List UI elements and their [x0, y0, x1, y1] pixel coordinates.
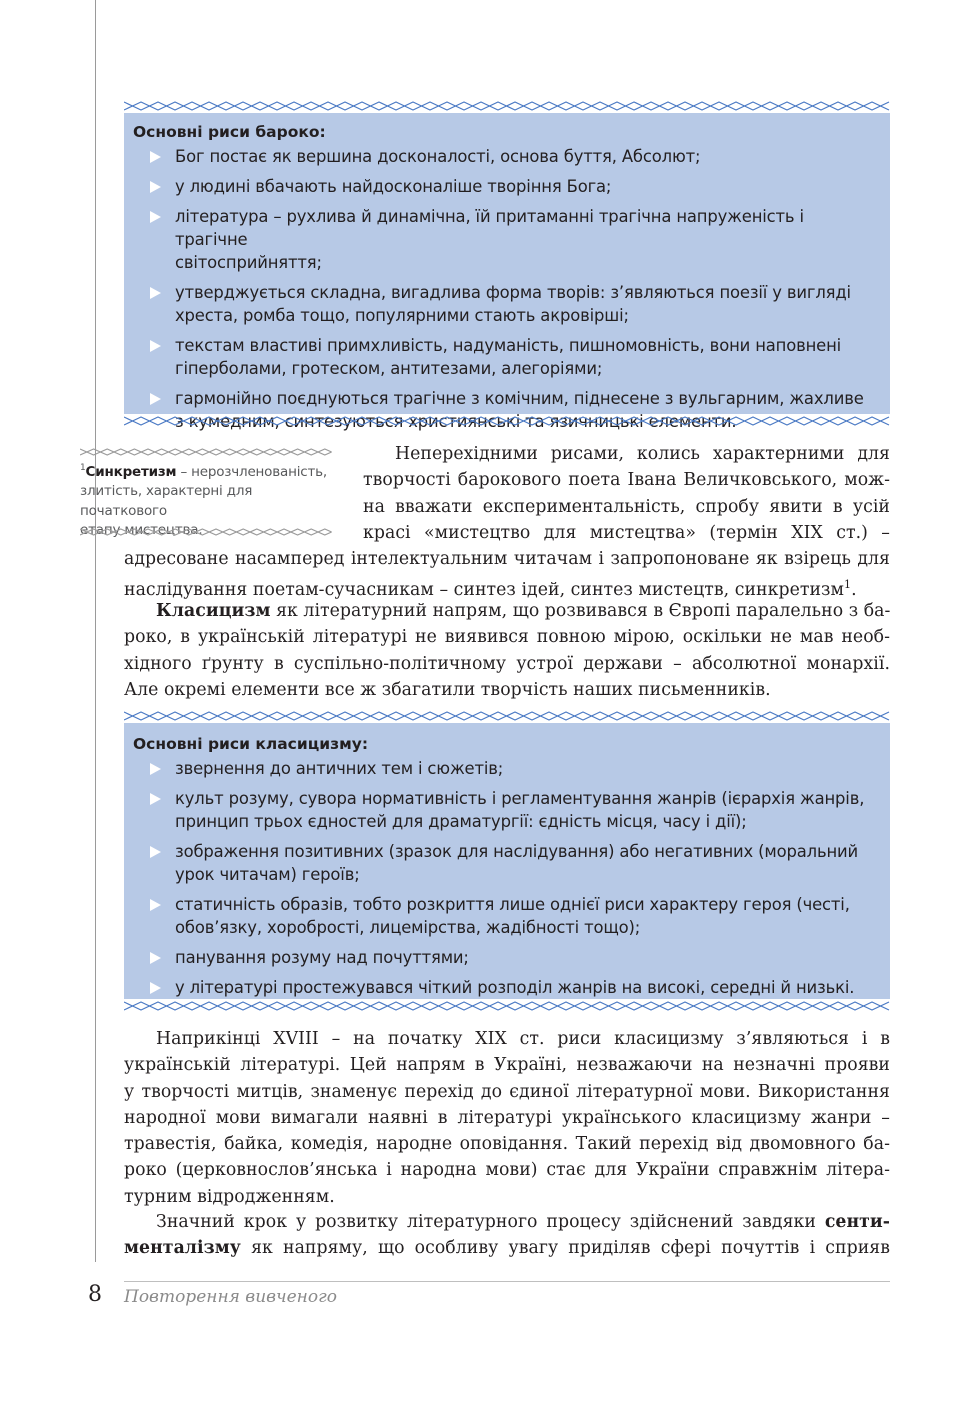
feature-text: з кумедним, синтезуються християнські та язичницькі елементи. — [175, 412, 737, 431]
text-line: у творчості митців, знаменує перехід до єдиної літературної мови. Використання — [124, 1081, 890, 1102]
paragraph-classicism — [124, 598, 890, 703]
text-line — [124, 598, 890, 624]
triangle-bullet-icon — [150, 899, 161, 911]
text-line: Неперехідними рисами, колись характерними для — [395, 444, 890, 464]
box-title: Основні риси бароко: — [133, 123, 326, 141]
paragraph-sentimentalism — [124, 1209, 890, 1262]
footnote-term: Синкретизм — [85, 463, 177, 480]
feature-text: статичність образів, тобто розкриття лише однієї риси характеру героя (честі, — [175, 895, 850, 914]
feature-text: література – рухлива й динамічна, їй притаманні трагічна напруженість і трагічне — [175, 207, 804, 249]
text-line: хідного ґрунту в суспільно-політичному устрої держави – абсолютної монархії. — [124, 653, 890, 674]
feature-item — [133, 976, 880, 999]
feature-text: у людині вбачають найдосконаліше творіння Бога; — [175, 177, 612, 196]
feature-item — [133, 334, 880, 380]
text-line: творчості барокового поета Івана Величковського, мож- — [363, 470, 890, 491]
text-line: роко (церковнослов’янська і народна мови) стає для України справжнім літера- — [124, 1160, 890, 1181]
footnote-ornament-bottom — [80, 528, 338, 536]
feature-item — [133, 893, 880, 939]
feature-text: урок читачам) героїв; — [175, 865, 360, 884]
term-sentimentalism: сенти- — [824, 1212, 890, 1232]
feature-text: світосприйняття; — [175, 253, 322, 272]
zigzag-line — [124, 106, 889, 110]
footnote-ref: 1 — [844, 578, 852, 592]
ornament-border-bottom — [124, 1001, 890, 1011]
feature-text: культ розуму, сувора нормативність і регламентування жанрів (ієрархія жанрів, — [175, 789, 865, 808]
text-span: як напряму, що особливу увагу приділяв сфері почуттів і сприяв — [240, 1238, 890, 1259]
zigzag-line — [80, 532, 332, 535]
feature-text: панування розуму над почуттями; — [175, 948, 469, 967]
triangle-bullet-icon — [150, 846, 161, 858]
triangle-bullet-icon — [150, 211, 161, 223]
triangle-bullet-icon — [150, 151, 161, 163]
triangle-bullet-icon — [150, 340, 161, 352]
feature-list — [133, 757, 880, 999]
feature-text: зображення позитивних (зразок для наслідування) або негативних (моральний — [175, 842, 859, 861]
feature-text: гіперболами, гротеском, антитезами, алегоріями; — [175, 359, 603, 378]
footnote-text: етапу мистецтва. — [80, 522, 203, 538]
text-span: як літературний напрям, що розвивався в Європі паралельно з ба- — [270, 601, 891, 621]
feature-text: хреста, ромба тощо, популярними стають акровірші; — [175, 306, 629, 325]
zigzag-line — [124, 1006, 889, 1010]
page-number: 8 — [88, 1282, 102, 1307]
feature-item — [133, 145, 880, 168]
footnote-mark: 1 — [80, 463, 86, 473]
feature-text: обов’язку, хоробрості, лицемірства, жадібності тощо); — [175, 918, 641, 937]
feature-text: принцип трьох єдностей для драматургії: єдність місця, часу і дії); — [175, 812, 747, 831]
feature-text: текстам властиві примхливість, надуманість, пишномовність, вони наповнені — [175, 336, 842, 355]
text-line — [124, 1209, 890, 1235]
text-line: роко, в українській літературі не виявився повною мірою, оскільки не мав необ- — [124, 627, 890, 648]
feature-item — [133, 175, 880, 198]
text-line — [124, 1235, 890, 1261]
feature-item — [133, 787, 880, 833]
ornament-border-bottom — [124, 416, 890, 426]
margin-rule — [95, 0, 96, 1262]
classicism-features-box — [124, 723, 890, 999]
text-line — [124, 572, 890, 601]
feature-text: звернення до античних тем і сюжетів; — [175, 759, 504, 778]
zigzag-line — [80, 452, 332, 455]
footnote-text: – нерозчленованість, — [176, 463, 327, 480]
text-span: . — [851, 580, 857, 601]
ornament-border-top — [124, 711, 890, 721]
footnote-ornament-top — [80, 448, 338, 456]
baroque-features-box — [124, 113, 890, 431]
triangle-bullet-icon — [150, 181, 161, 193]
feature-text: гармонійно поєднуються трагічне з комічним, піднесене з вульгарним, жахливе — [175, 389, 864, 408]
running-title: Повторення вивченого — [124, 1287, 337, 1307]
feature-item — [133, 840, 880, 886]
feature-text: утверджується складна, вигадлива форма творів: з’являються поезії у вигляді — [175, 283, 851, 302]
text-line: красі «мистецтво для мистецтва» (термін XIX ст.) – — [363, 522, 890, 543]
triangle-bullet-icon — [150, 793, 161, 805]
footnote-text: злитість, характерні для початкового — [80, 483, 253, 519]
triangle-bullet-icon — [150, 982, 161, 994]
term-sentimentalism: менталізму — [124, 1238, 241, 1259]
triangle-bullet-icon — [150, 393, 161, 405]
zigzag-line — [80, 529, 332, 532]
text-line: адресоване насамперед інтелектуальним читачам і запропоноване як взірець для — [124, 549, 890, 569]
text-line: українській літературі. Цей напрям в Україні, незважаючи на незначні прояви — [124, 1055, 890, 1076]
zigzag-line — [80, 449, 332, 452]
text-span: Значний крок у розвитку літературного процесу здійснений завдяки — [156, 1212, 825, 1232]
paragraph-baroque-poet — [363, 441, 890, 546]
paragraph-baroque-poet-cont — [124, 546, 890, 599]
paragraph-late-classicism — [124, 1026, 890, 1210]
feature-item — [133, 757, 880, 780]
feature-item — [133, 205, 880, 274]
zigzag-line — [124, 716, 889, 720]
feature-text: у літературі простежувався чіткий розподіл жанрів на високі, середні й низькі. — [175, 978, 855, 997]
triangle-bullet-icon — [150, 287, 161, 299]
text-line: Але окремі елементи все ж збагатили творчість наших письменників. — [124, 679, 771, 700]
text-line: Наприкінці XVIII – на початку XIX ст. риси класицизму з’являються і в — [156, 1029, 890, 1049]
text-line: на вважати експериментальність, спробу явити в усій — [363, 496, 890, 517]
footer-rule — [124, 1281, 890, 1282]
feature-item — [133, 387, 880, 433]
ornament-border-top — [124, 101, 890, 111]
box-title: Основні риси класицизму: — [133, 735, 369, 753]
text-line: народної мови вимагали наявні в літературі українського класицизму жанри – — [124, 1107, 890, 1128]
text-span: наслідування поетам-сучасникам – синтез ідей, синтез мистецтв, синкретизм — [124, 580, 844, 601]
feature-list — [133, 145, 880, 433]
term-classicism: Класицизм — [156, 601, 271, 621]
triangle-bullet-icon — [150, 952, 161, 964]
feature-item — [133, 281, 880, 327]
triangle-bullet-icon — [150, 763, 161, 775]
zigzag-line — [124, 421, 889, 425]
feature-text: Бог постає як вершина досконалості, основа буття, Абсолют; — [175, 147, 701, 166]
text-line: турним відродженням. — [124, 1186, 335, 1207]
text-line: травестія, байка, комедія, народне оповідання. Такий перехід від двомовного ба- — [124, 1134, 890, 1155]
feature-item — [133, 946, 880, 969]
